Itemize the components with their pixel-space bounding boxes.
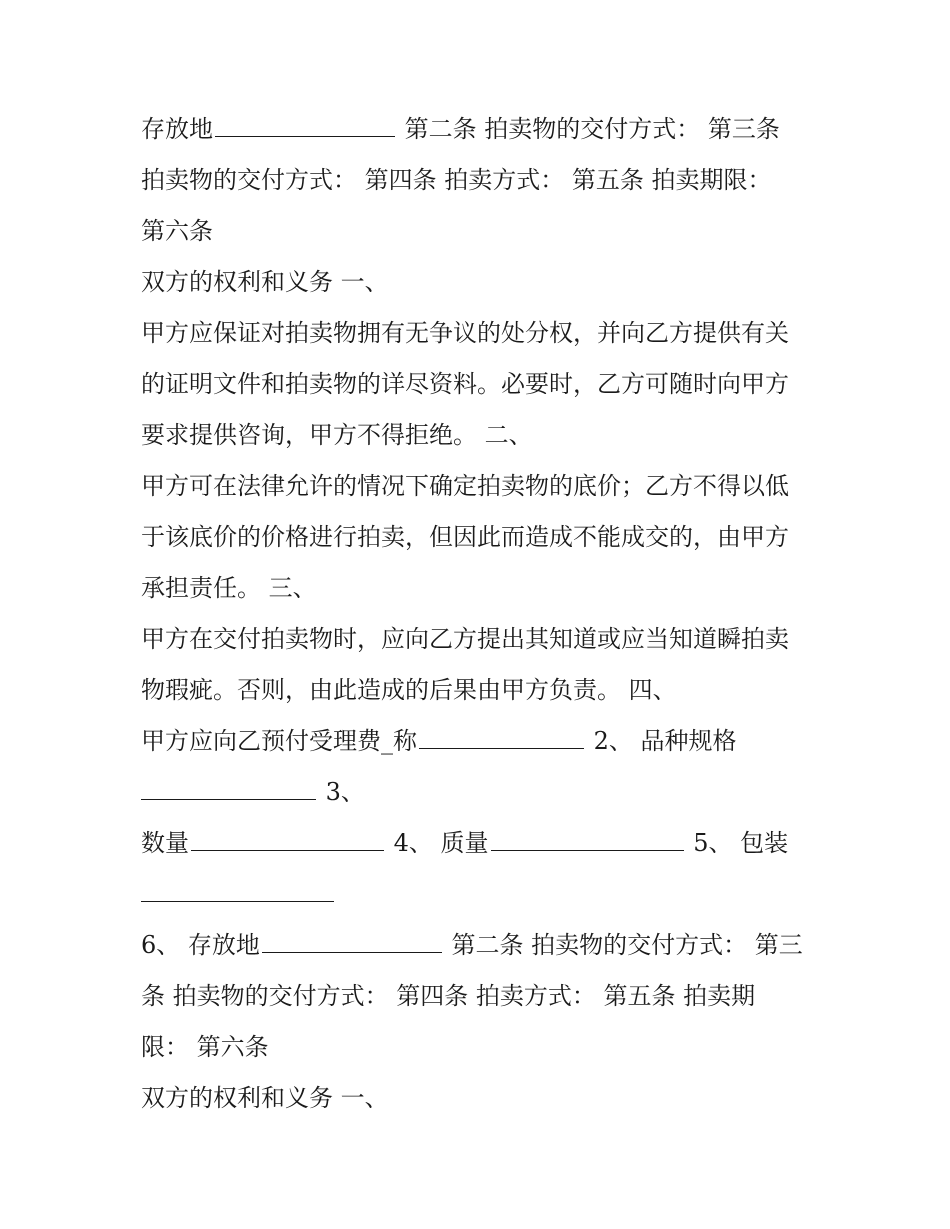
label-storage-place: 6、 存放地 (141, 931, 260, 959)
blank-underline (262, 952, 442, 953)
text-line (141, 104, 821, 155)
text-segment: 第二条 拍卖物的交付方式： 第三条 (404, 115, 780, 143)
text-line: 第六条 (141, 217, 213, 245)
text-line (141, 869, 821, 920)
text-line: 要求提供咨询，甲方不得拒绝。 二、 (141, 421, 533, 449)
text-line: 的证明文件和拍卖物的详尽资料。必要时，乙方可随时向甲方 (141, 370, 789, 398)
text-line: 于该底价的价格进行拍卖，但因此而造成不能成交的，由甲方 (141, 523, 789, 551)
text-segment: 第二条 拍卖物的交付方式： 第三 (451, 931, 803, 959)
label-quality: 4、 质量 (393, 829, 489, 857)
label-handling-fee: 甲方应向乙预付受理费_称 (141, 727, 417, 755)
text-line: 物瑕疵。否则，由此造成的后果由甲方负责。 四、 (141, 676, 677, 704)
label-spec: 2、 品种规格 (593, 727, 737, 755)
text-line (141, 716, 821, 767)
text-line: 拍卖物的交付方式： 第四条 拍卖方式： 第五条 拍卖期限： (141, 166, 772, 194)
text-line: 甲方可在法律允许的情况下确定拍卖物的底价；乙方不得以低 (141, 472, 789, 500)
blank-underline (141, 901, 334, 902)
text-line: 双方的权利和义务 一、 (141, 1084, 389, 1112)
blank-underline (141, 799, 316, 800)
label-packaging: 5、 包装 (693, 829, 789, 857)
text-line (141, 767, 821, 818)
text-line: 条 拍卖物的交付方式： 第四条 拍卖方式： 第五条 拍卖期 (141, 982, 756, 1010)
document-body (141, 104, 821, 1124)
label-quantity: 数量 (141, 829, 189, 857)
text-line: 限： 第六条 (141, 1033, 269, 1061)
text-line (141, 818, 821, 869)
label-storage-place: 存放地 (141, 115, 213, 143)
text-line: 甲方应保证对拍卖物拥有无争议的处分权，并向乙方提供有关 (141, 319, 789, 347)
item-number: 3、 (325, 778, 365, 806)
text-line: 双方的权利和义务 一、 (141, 268, 389, 296)
blank-underline (215, 136, 395, 137)
blank-underline (491, 850, 684, 851)
blank-underline (191, 850, 384, 851)
text-line: 甲方在交付拍卖物时，应向乙方提出其知道或应当知道瞬拍卖 (141, 625, 789, 653)
text-line (141, 920, 821, 971)
blank-underline (419, 748, 584, 749)
text-line: 承担责任。 三、 (141, 574, 317, 602)
